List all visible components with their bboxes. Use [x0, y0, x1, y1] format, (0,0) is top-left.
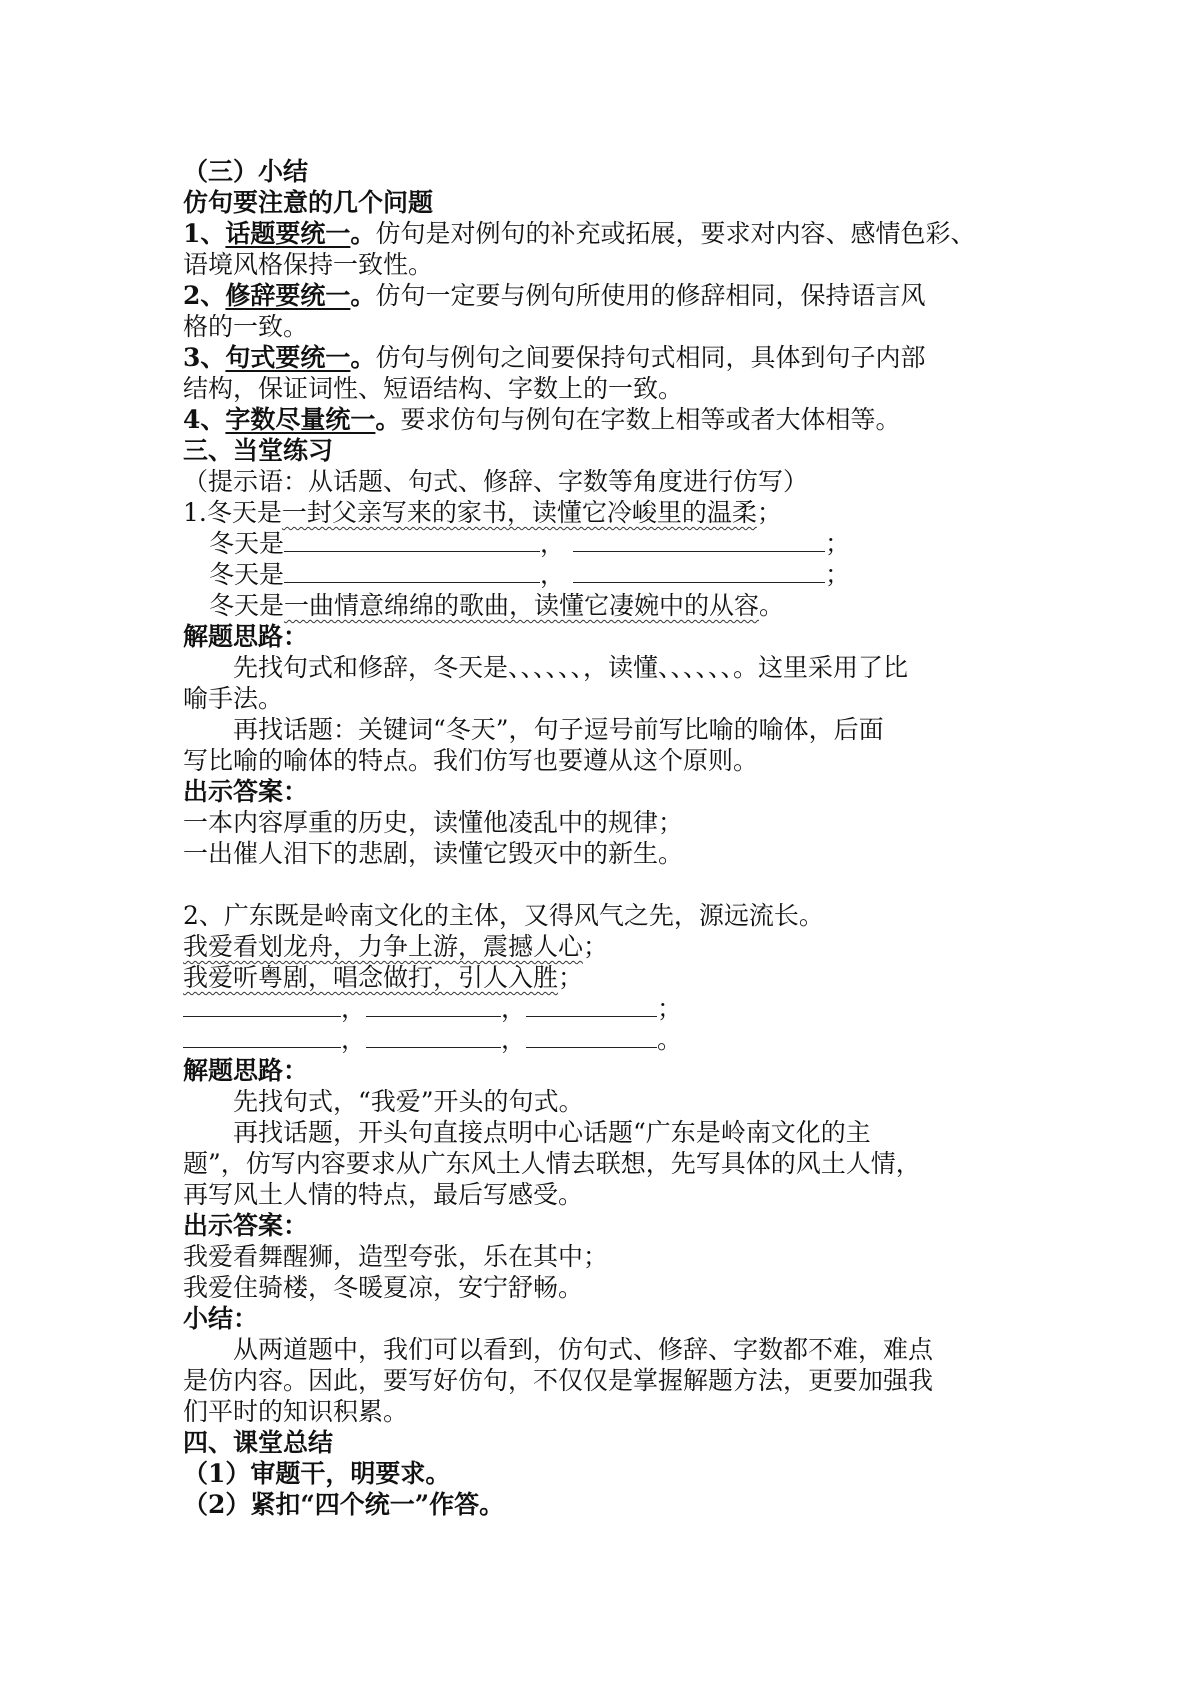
conclusion-line-3: 们平时的知识积累。: [183, 1397, 409, 1426]
hint-text: （提示语：从话题、句式、修辞、字数等角度进行仿写）: [183, 467, 809, 496]
conclusion-line-2: 是仿内容。因此，要写好仿句，不仅仅是掌握解题方法，更要加强我: [183, 1366, 934, 1395]
q2-thinking-2-cont: 题”，仿写内容要求从广东风土人情去联想，先写具体的风土人情，: [183, 1149, 921, 1178]
q2-blank[interactable]: [526, 994, 657, 1017]
class-summary-point-2: （2）紧扣“四个统一”作答。: [183, 1490, 505, 1519]
q2-blank[interactable]: [366, 994, 501, 1017]
q2-blank[interactable]: [366, 1025, 501, 1048]
q1-fill-line-2: 冬天是 ， ；: [209, 560, 850, 589]
class-summary-heading: 四、课堂总结: [183, 1428, 334, 1457]
rule-4-key: 字数尽量统一: [225, 405, 376, 434]
conclusion-line-1: 从两道题中，我们可以看到，仿句式、修辞、字数都不难，难点: [233, 1335, 934, 1364]
q1-example-2: 冬天是一曲情意绵绵的歌曲，读懂它凄婉中的从容。: [209, 591, 785, 620]
q1-blank[interactable]: [284, 529, 540, 552]
issues-title: 仿句要注意的几个问题: [183, 188, 434, 217]
q1-blank[interactable]: [573, 529, 825, 552]
rule-2: 2、修辞要统一。仿句一定要与例句所使用的修辞相同，保持语言风: [183, 281, 926, 310]
conclusion-label: 小结：: [183, 1304, 259, 1333]
rule-3-key: 句式要统一: [225, 343, 351, 372]
rule-4: 4、字数尽量统一。要求仿句与例句在字数上相等或者大体相等。: [183, 405, 901, 434]
rule-1: 1、话题要统一。仿句是对例句的补充或拓展，要求对内容、感情色彩、: [183, 219, 976, 248]
q2-example-2: 我爱听粤剧，唱念做打，引人入胜；: [183, 963, 584, 992]
q1-fill-line-1: 冬天是 ， ；: [209, 529, 850, 558]
class-summary-point-1: （1）审题干，明要求。: [183, 1459, 451, 1488]
q2-answer-1: 我爱看舞醒狮，造型夸张，乐在其中；: [183, 1242, 609, 1271]
q2-fill-line-1: ， ， ；: [183, 993, 1033, 1024]
summary-heading: （三）小结: [183, 157, 309, 186]
q2-blank[interactable]: [183, 1025, 341, 1048]
q2-thinking-2-cont2: 再写风土人情的特点，最后写感受。: [183, 1180, 584, 1209]
q2-thinking-label: 解题思路：: [183, 1056, 309, 1085]
q2-thinking-2: 再找话题，开头句直接点明中心话题“广东是岭南文化的主: [233, 1118, 871, 1147]
q1-answer-1: 一本内容厚重的历史，读懂他凌乱中的规律；: [183, 808, 684, 837]
q1-thinking-label: 解题思路：: [183, 622, 309, 651]
practice-heading: 三、当堂练习: [183, 436, 334, 465]
q1-thinking-1: 先找句式和修辞，冬天是、、、、、、，读懂、、、、、、。这里采用了比: [233, 653, 909, 682]
q2-answer-label: 出示答案：: [183, 1211, 309, 1240]
q1-blank[interactable]: [284, 560, 540, 583]
rule-3-cont: 结构，保证词性、短语结构、字数上的一致。: [183, 374, 684, 403]
rule-2-key: 修辞要统一: [225, 281, 351, 310]
q2-thinking-1: 先找句式，“我爱”开头的句式。: [233, 1087, 584, 1116]
q2-blank[interactable]: [526, 1025, 657, 1048]
q2-intro: 2、广东既是岭南文化的主体，又得风气之先，源远流长。: [183, 901, 824, 930]
rule-1-key: 话题要统一: [225, 219, 351, 248]
q1-answer-label: 出示答案：: [183, 777, 309, 806]
q1-example-1: 1.冬天是一封父亲写来的家书，读懂它冷峻里的温柔；: [183, 498, 782, 527]
spacer: [183, 869, 1033, 900]
q1-blank[interactable]: [573, 560, 825, 583]
rule-3: 3、句式要统一。仿句与例句之间要保持句式相同，具体到句子内部: [183, 343, 926, 372]
rule-2-cont: 格的一致。: [183, 312, 309, 341]
q1-thinking-1-cont: 喻手法。: [183, 684, 284, 713]
q1-thinking-2-cont: 写比喻的喻体的特点。我们仿写也要遵从这个原则。: [183, 746, 759, 775]
q2-fill-line-2: ， ， 。: [183, 1024, 1033, 1055]
q2-answer-2: 我爱住骑楼，冬暖夏凉，安宁舒畅。: [183, 1273, 584, 1302]
q2-example-1: 我爱看划龙舟，力争上游，震撼人心；: [183, 932, 609, 961]
document-page: [183, 156, 1033, 1520]
q2-blank[interactable]: [183, 994, 341, 1017]
q1-thinking-2: 再找话题：关键词“冬天”，句子逗号前写比喻的喻体，后面: [233, 715, 884, 744]
q1-answer-2: 一出催人泪下的悲剧，读懂它毁灭中的新生。: [183, 839, 684, 868]
rule-1-cont: 语境风格保持一致性。: [183, 250, 434, 279]
